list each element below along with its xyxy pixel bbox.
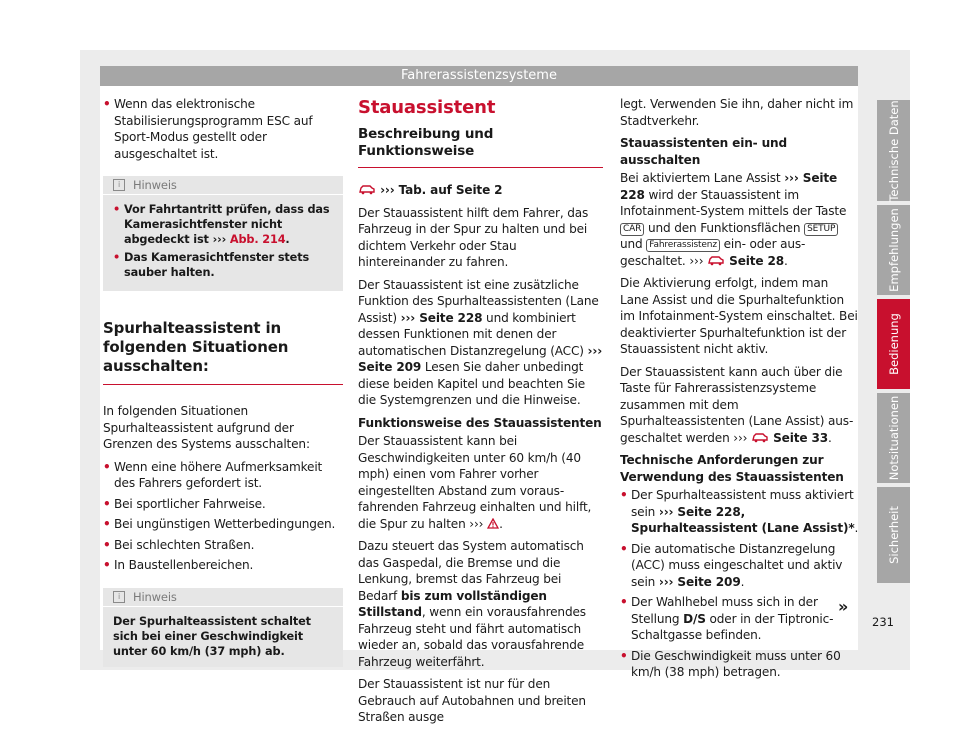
car-warning-icon: [358, 184, 376, 195]
section-subtitle: Beschreibung und Funktionsweise: [358, 126, 603, 168]
table-reference: [358, 182, 603, 199]
subheading: Funktionsweise des Stauassistenten: [358, 415, 602, 430]
list-item: • Die automatische Distanzregelung (ACC) muss eingeschaltet und aktiv sein ››› Seite 209.: [620, 541, 843, 589]
subheading: Stauassistenten ein- und ausschalten: [620, 136, 788, 167]
paragraph: Dazu steuert das System automatisch das Gaspedal, die Bremse und die Lenkung, bremst das Fahrzeug bei Bedarf bis zum vollständigen Stillstand, wenn ein vorausfahrendes Fahrzeug steht und fährt automatisch wieder an, sobald das vorausfahrende Fahrzeug weiterfährt.: [358, 539, 586, 669]
setup-key: SETUP: [804, 223, 838, 236]
list-item: • Bei ungünstigen Wetterbedingungen.: [103, 517, 336, 531]
paragraph: Der Stauassistent hilft dem Fahrer, das Fahrzeug in der Spur zu halten und bei dichtem Verkehr oder Stau hintereinander zu fahren.: [358, 205, 589, 269]
tab-reference-link[interactable]: ››› Tab. auf Seite 2: [380, 183, 503, 197]
list-item: • In Baustellenbereichen.: [103, 558, 254, 572]
car-warning-icon: [751, 432, 769, 443]
page-reference-link[interactable]: Seite 28: [725, 253, 785, 268]
section-heading: Spurhalteassistent in folgenden Situationen ausschalten:: [103, 319, 343, 385]
column-1: [103, 96, 343, 677]
list-item: • Bei schlechten Straßen.: [103, 537, 255, 552]
tab-sicherheit[interactable]: Sicherheit: [877, 487, 910, 583]
list-item: • Wenn das elektronische Stabilisierungsprogramm ESC auf Sport-Modus gestellt oder ausgeschaltet ist.: [103, 97, 313, 161]
page-reference-link[interactable]: ››› Seite 228: [620, 171, 838, 202]
list-item: • Der Wahlhebel muss sich in der Stellung D/S oder in der Tiptronic-Schaltgasse befinden.: [620, 595, 834, 642]
page-reference-link[interactable]: ››› Seite 209: [658, 574, 741, 589]
info-icon: i: [113, 179, 125, 191]
fahrerassistenz-key: Fahrerassistenz: [646, 239, 720, 252]
paragraph: Die Aktivierung erfolgt, indem man Lane Assist und die Spurhaltefunktion im Infotainment-System einschaltet. Bei deaktivierter Spurhaltefunktion ist der Stauassistent nicht aktiv.: [620, 276, 858, 356]
paragraph: Der Stauassistent ist nur für den Gebrauch auf Autobahnen und breiten Straßen ausge: [358, 677, 586, 724]
column-2: [358, 96, 603, 732]
note-title: i Hinweis: [103, 176, 343, 195]
tab-notsituationen[interactable]: Notsituationen: [877, 393, 910, 483]
page-number: 231: [872, 615, 894, 629]
page-reference-link[interactable]: ››› Seite 228, Spurhalteassistent (Lane Assist)*: [631, 504, 855, 535]
note-box-1: [103, 176, 343, 291]
note-title: i Hinweis: [103, 588, 343, 607]
page-reference-link[interactable]: ››› Seite 209: [358, 343, 603, 374]
page-reference-link[interactable]: Seite 33: [769, 430, 829, 445]
car-warning-icon: [707, 255, 725, 266]
continued-marker: »: [838, 597, 849, 616]
paragraph: In folgenden Situationen Spurhalteassistent aufgrund der Grenzen des Systems ausschalten:: [103, 404, 310, 451]
info-icon: i: [113, 591, 125, 603]
page-reference-link[interactable]: ››› Seite 228: [400, 310, 483, 325]
paragraph: Bei aktiviertem Lane Assist ››› Seite 228 wird der Stauassistent im Infotainment-System mittels der Taste CAR und den Funktionsflächen SETUP und Fahrerassistenz ein- oder ausgeschaltet. ››› Seite 28.: [620, 171, 847, 268]
paragraph: legt. Verwenden Sie ihn, daher nicht im Stadtverkehr.: [620, 97, 854, 128]
list-item: • Wenn eine höhere Aufmerksamkeit des Fahrers gefordert ist.: [103, 459, 323, 490]
paragraph: Der Stauassistent kann auch über die Taste für Fahrerassistenzsysteme zusammen mit dem Spurhalteassistenten (Lane Assist) ausgeschaltet werden ››› Seite 33.: [620, 364, 854, 445]
tab-bedienung[interactable]: Bedienung: [877, 299, 910, 389]
list-item: • Vor Fahrtantritt prüfen, dass das Kamerasichtfenster nicht abgedeckt ist ››› Abb. 214.: [113, 203, 330, 246]
warning-triangle-icon: [487, 518, 499, 529]
subheading: Technische Anforderungen zur Verwendung des Stauassistenten: [620, 453, 844, 484]
tab-empfehlungen[interactable]: Empfehlungen: [877, 205, 910, 295]
list-item: • Bei sportlicher Fahrweise.: [103, 496, 266, 511]
list-item: • Der Spurhalteassistent muss aktiviert sein ››› Seite 228, Spurhalteassistent (Lane Assist)*.: [620, 488, 859, 535]
list-item: • Das Kamerasichtfenster stets sauber halten.: [113, 251, 310, 279]
chapter-title: Stauassistent: [358, 97, 496, 118]
note-box-2: i Hinweis Der Spurhalteassistent schaltet sich bei einer Geschwindigkeit unter 60 km/h (37 mph) ab.: [103, 588, 343, 667]
figure-reference-link[interactable]: Abb. 214: [229, 233, 286, 246]
tab-technische-daten[interactable]: Technische Daten: [877, 100, 910, 201]
column-3: [620, 96, 860, 685]
paragraph: Der Stauassistent kann bei Geschwindigkeiten unter 60 km/h (40 mph) einen vom Fahrer vorher eingestellten Abstand zum vorausfahrenden Fahrzeug einhalten und hilft, die Spur zu halten ››› .: [358, 434, 592, 531]
paragraph: Der Stauassistent ist eine zusätzliche Funktion des Spurhalteassistenten (Lane Assist) ››› Seite 228 und kombiniert dessen Funktionen mit denen der automatischen Distanzregelung (ACC) ››› Seite 209 Lesen Sie daher unbedingt diese beiden Kapitel und beachten Sie die Systemgrenzen und die Hinweise.: [358, 277, 603, 407]
car-key-icon: CAR: [620, 223, 644, 236]
running-header: Fahrerassistenzsysteme: [100, 66, 858, 86]
list-item: • Die Geschwindigkeit muss unter 60 km/h (38 mph) betragen.: [620, 648, 841, 679]
